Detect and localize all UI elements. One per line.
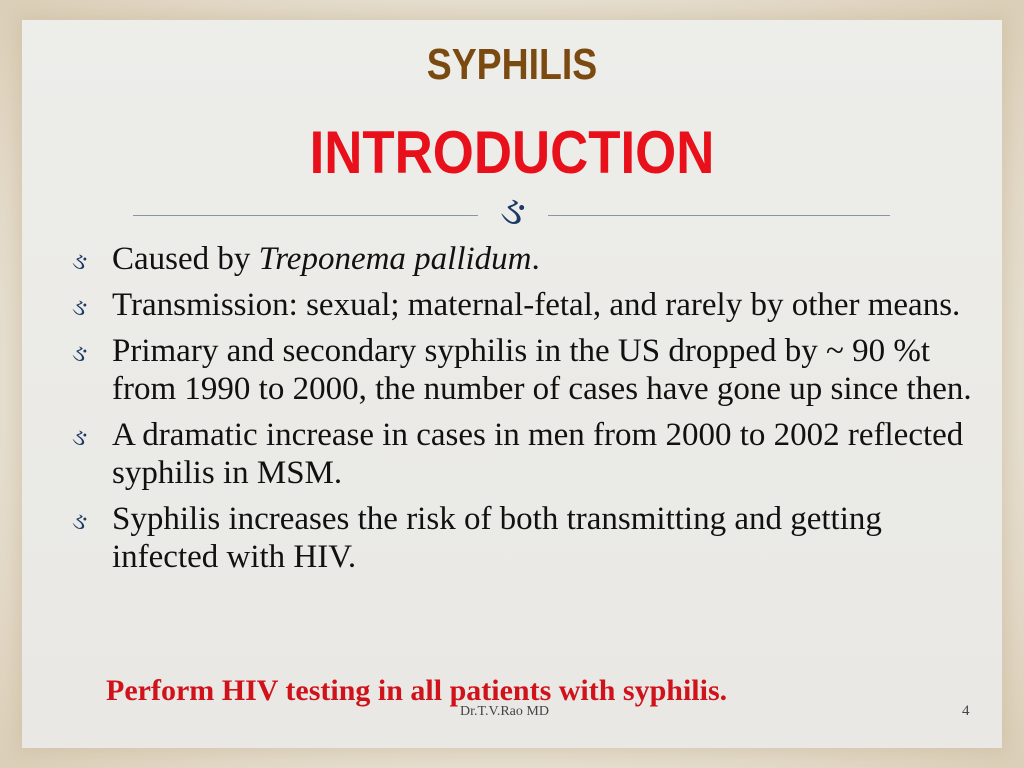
bullet-text: Primary and secondary syphilis in the US dropped by ~ 90 %t from 1990 to 2000, the number of cases have gone up since then. — [112, 333, 972, 407]
bullet-item-msm — [72, 416, 982, 492]
bullet-list — [72, 240, 982, 584]
bullet-text-end: . — [531, 241, 540, 277]
bullet-item-hiv-risk — [72, 500, 982, 576]
bullet-item-cause — [72, 240, 982, 278]
slide-title: SYPHILIS — [426, 40, 598, 89]
bullet-text: A dramatic increase in cases in men from 2000 to 2002 reflected syphilis in MSM. — [112, 417, 964, 491]
emphasis-note: Perform HIV testing in all patients with syphilis. — [106, 674, 728, 707]
bullet-text: Caused by — [112, 241, 259, 277]
divider-right — [548, 215, 890, 216]
slide-subtitle: INTRODUCTION — [309, 119, 715, 186]
bullet-mark-icon: ઙ — [72, 293, 88, 321]
divider-left — [133, 215, 478, 216]
ornament-icon: ઙ — [500, 188, 526, 234]
page-number: 4 — [962, 703, 970, 719]
organism-name: Treponema pallidum — [258, 241, 532, 277]
bullet-mark-icon: ઙ — [72, 247, 88, 275]
bullet-mark-icon: ઙ — [72, 339, 88, 367]
bullet-mark-icon: ઙ — [72, 507, 88, 535]
bullet-mark-icon: ઙ — [72, 423, 88, 451]
bullet-text: Syphilis increases the risk of both transmitting and getting infected with HIV. — [112, 501, 882, 575]
bullet-item-us-trend — [72, 332, 982, 408]
bullet-text: Transmission: sexual; maternal-fetal, and rarely by other means. — [112, 287, 961, 323]
footer-author: Dr.T.V.Rao MD — [460, 704, 549, 719]
bullet-item-transmission — [72, 286, 982, 324]
